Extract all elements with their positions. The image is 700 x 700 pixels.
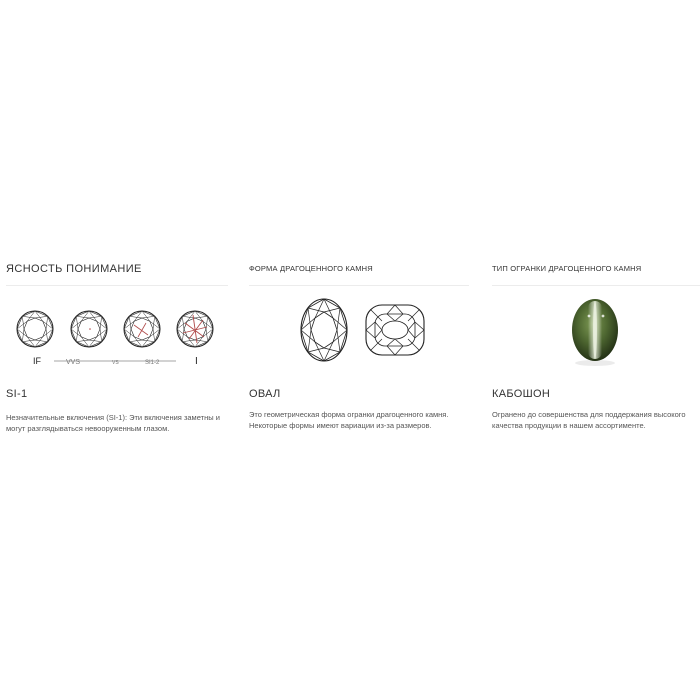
scale-label-si: SI1-2 — [145, 360, 160, 366]
shape-graphic — [249, 286, 469, 378]
shape-visual — [249, 286, 469, 378]
cabochon-stone-icon — [572, 299, 618, 366]
scale-label-vvs: VVS — [66, 359, 81, 366]
clarity-description: Незначительные включения (SI-1): Эти включения заметны и могут разглядываться невооруженным глазом. — [6, 413, 220, 433]
cut-graphic — [492, 286, 700, 378]
clarity-grade: SI-1 — [6, 388, 28, 400]
oval-gem-icon — [301, 299, 347, 361]
clarity-heading: ЯСНОСТЬ ПОНИМАНИЕ — [6, 263, 142, 275]
shape-description: Это геометрическая форма огранки драгоценного камня. Некоторые формы имеют вариации из-за размеров. — [249, 410, 449, 430]
cut-heading: ТИП ОГРАНКИ ДРАГОЦЕННОГО КАМНЯ — [492, 264, 642, 273]
round-diamond-icon — [71, 311, 107, 347]
shape-heading: ФОРМА ДРАГОЦЕННОГО КАМНЯ — [249, 264, 373, 273]
clarity-section — [6, 262, 228, 434]
scale-label-i: I — [195, 356, 198, 367]
clarity-scale — [6, 286, 228, 378]
scale-label-vs: VS — [112, 360, 119, 366]
shape-name: ОВАЛ — [249, 388, 281, 400]
round-diamond-icon — [17, 311, 53, 347]
cut-section — [492, 262, 700, 431]
round-diamond-icon — [124, 311, 160, 347]
clarity-scale-graphic — [6, 286, 228, 378]
cut-description: Огранено до совершенства для поддержания высокого качества продукции в нашем ассортименте. — [492, 410, 686, 430]
shape-section — [249, 262, 469, 431]
cut-visual — [492, 286, 700, 378]
cut-name: КАБОШОН — [492, 388, 551, 400]
cushion-gem-icon — [366, 305, 424, 355]
scale-label-if: IF — [33, 356, 41, 366]
round-diamond-icon — [177, 311, 213, 347]
